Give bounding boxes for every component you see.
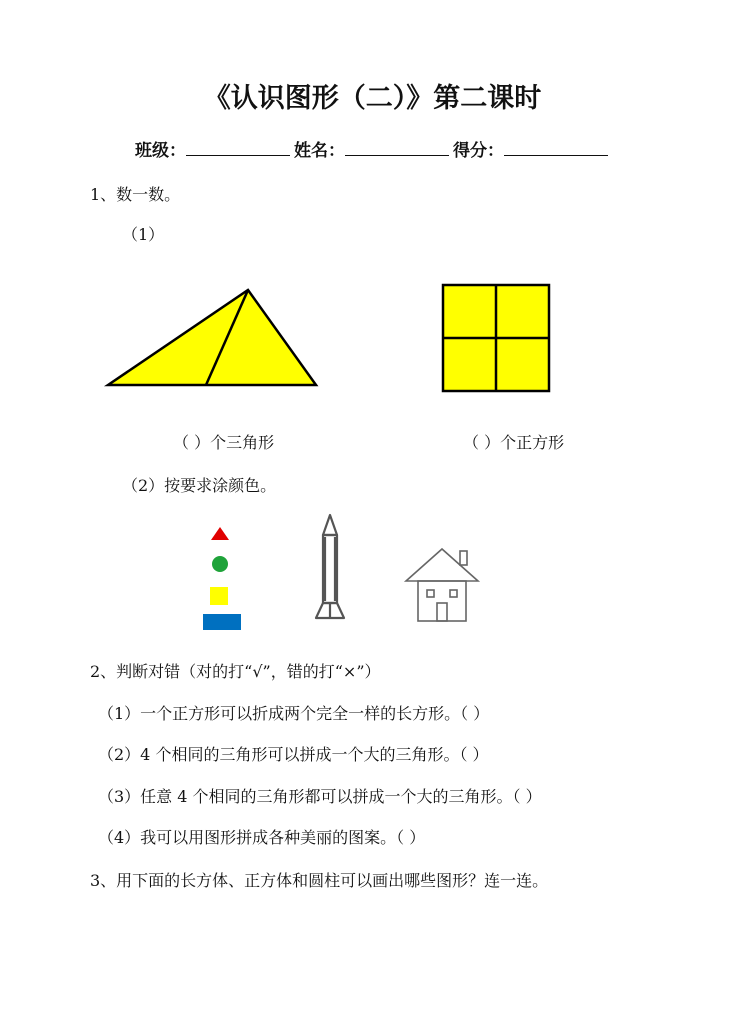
q3-heading: 3、用下面的长方体、正方体和圆柱可以画出哪些图形？连一连。: [90, 871, 549, 890]
q1-heading: 1、数一数。: [90, 185, 181, 204]
q2-item-4: （4）我可以用图形拼成各种美丽的图案。（ ）: [98, 828, 426, 847]
square-answer: （ ）个正方形: [463, 433, 565, 452]
score-label: 得分：: [453, 141, 504, 161]
q1-part1-label: （1）: [122, 225, 165, 244]
triangle-answer: （ ）个三角形: [173, 433, 275, 452]
class-label: 班级：: [135, 141, 186, 161]
q1-part2-label: （2）按要求涂颜色。: [122, 476, 277, 495]
page-title: 《认识图形（二）》第二课时: [203, 83, 542, 114]
q2-item-3: （3）任意 4 个相同的三角形都可以拼成一个大的三角形。（ ）: [98, 787, 542, 806]
q2-heading: 2、判断对错（对的打“√”，错的打“×”）: [90, 662, 381, 681]
house-sketch: [406, 549, 478, 621]
q2-item-2: （2）4 个相同的三角形可以拼成一个大的三角形。（ ）: [98, 745, 489, 764]
q2-item-1: （1）一个正方形可以折成两个完全一样的长方形。（ ）: [98, 704, 490, 723]
name-label: 姓名：: [294, 141, 345, 161]
